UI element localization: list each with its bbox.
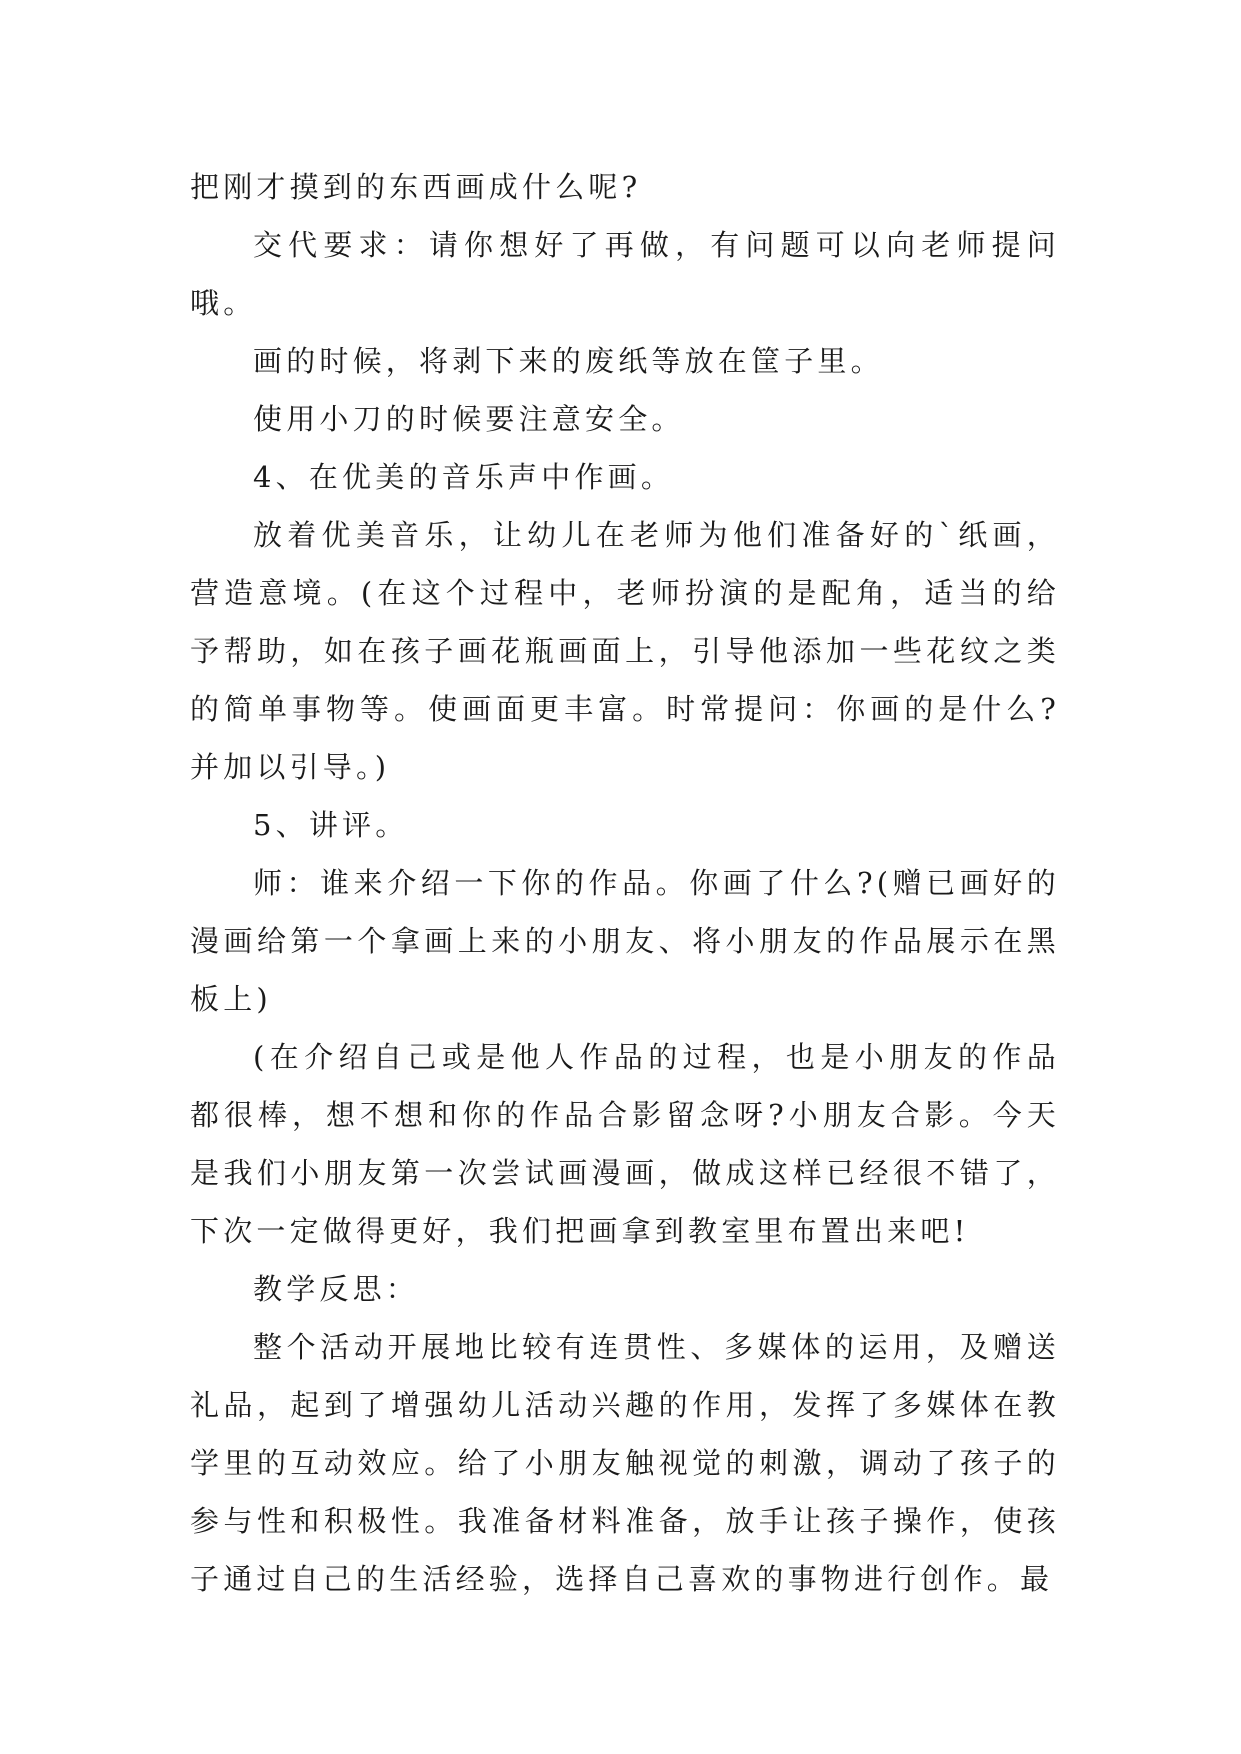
paragraph-1: 把刚才摸到的东西画成什么呢? (190, 170, 642, 204)
paragraph-7: 5、讲评。 (253, 808, 409, 842)
paragraph-2: 交代要求：请你想好了再做，有问题可以向老师提问哦。 (190, 228, 1060, 320)
paragraph-8: 师：谁来介绍一下你的作品。你画了什么?(赠已画好的漫画给第一个拿画上来的小朋友、将小朋友的作品展示在黑板上) (190, 866, 1060, 1016)
paragraph-10: 教学反思： (253, 1272, 420, 1306)
paragraph-5: 4、在优美的音乐声中作画。 (253, 460, 675, 494)
paragraph-9: (在介绍自己或是他人作品的过程，也是小朋友的作品都很棒，想不想和你的作品合影留念呀?小朋友合影。今天是我们小朋友第一次尝试画漫画，做成这样已经很不错了，下次一定做得更好，我们把画拿到教室里布置出来吧! (190, 1040, 1060, 1248)
paragraph-6: 放着优美音乐，让幼儿在老师为他们准备好的`纸画，营造意境。(在这个过程中，老师扮演的是配角，适当的给予帮助，如在孩子画花瓶画面上，引导他添加一些花纹之类的简单事物等。使画面更丰富。时常提问：你画的是什么?并加以引导。) (190, 518, 1060, 784)
paragraph-4: 使用小刀的时候要注意安全。 (253, 402, 685, 436)
paragraph-11: 整个活动开展地比较有连贯性、多媒体的运用，及赠送礼品，起到了增强幼儿活动兴趣的作用，发挥了多媒体在教学里的互动效应。给了小朋友触视觉的刺激，调动了孩子的参与性和积极性。我准备材料准备，放手让孩子操作，使孩子通过自己的生活经验，选择自己喜欢的事物进行创作。最 (190, 1330, 1060, 1596)
document-page (190, 158, 1060, 1608)
paragraph-3: 画的时候，将剥下来的废纸等放在筐子里。 (253, 344, 884, 378)
